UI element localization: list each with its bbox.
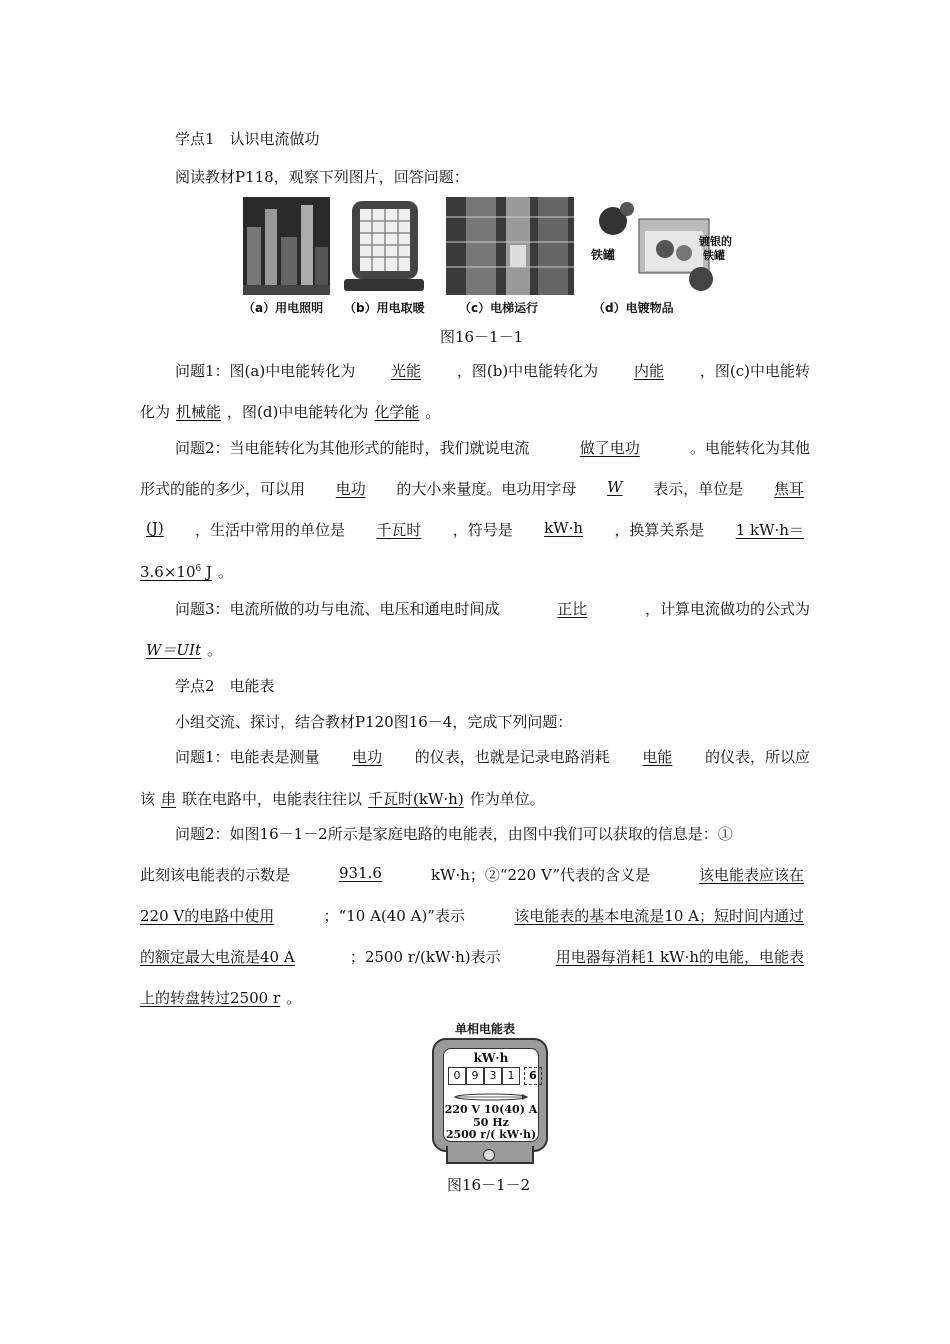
figure-16-1-1	[243, 197, 733, 315]
answer-current: 该电能表的基本电流是10 A；短时间内通过	[514, 907, 804, 925]
meter-terminal-box	[446, 1146, 534, 1164]
answer-mechanical: 机械能	[176, 403, 222, 421]
caption-d: （d）电镀物品	[593, 301, 674, 315]
meter-frequency: 50 Hz	[473, 1116, 509, 1129]
section2-intro: 小组交流、探讨，结合教材P120图16－4，完成下列问题：	[175, 713, 573, 731]
s1-q2-line2: 形式的能的多少，可以用 电功 的大小来量度。电功用字母 W 表示，单位是 焦耳	[140, 478, 810, 499]
meter-rating: 220 V 10(40) A	[444, 1103, 538, 1116]
s1-q3-line1: 问题3：电流所做的功与电流、电压和通电时间成 正比 ，计算电流做功的公式为	[175, 600, 810, 618]
s2-q2-line5: 上的转盘转过2500 r 。	[140, 989, 302, 1007]
meter-digit: 9	[466, 1067, 484, 1085]
meter-title: 单相电能表	[455, 1022, 516, 1036]
energy-meter	[432, 1038, 548, 1152]
answer-formula: W＝UIt	[146, 641, 202, 659]
answer-measures-work: 电功	[352, 748, 383, 766]
answer-joule: 焦耳	[773, 480, 804, 498]
meter-digits	[448, 1067, 542, 1085]
section2-heading: 学点2 电能表	[175, 677, 275, 695]
meter-digit: 3	[484, 1067, 502, 1085]
answer-did-work: 做了电功	[579, 439, 640, 457]
answer-unit: 千瓦时(kW·h)	[368, 790, 464, 808]
meter-face	[443, 1048, 539, 1142]
answer-heat: 内能	[634, 362, 665, 380]
answer-electric-work: 电功	[335, 480, 366, 498]
s2-q2-line4: 的额定最大电流是40 A ；2500 r/(kW·h)表示 用电器每消耗1 kW·h的电能，电能表	[140, 946, 810, 967]
s2-q1-line2: 该 串 联在电路中，电能表往往以 千瓦时(kW·h) 作为单位。	[140, 790, 545, 808]
s2-q2-line3: 220 V的电路中使用 ；“10 A(40 A)”表示 该电能表的基本电流是10 A；短时间内通过	[140, 905, 810, 926]
meter-digit: 0	[448, 1067, 466, 1085]
label-plated-can-2: 铁罐	[703, 249, 725, 262]
s1-q2-line1: 问题2：当电能转化为其他形式的能时，我们就说电流 做了电功 。电能转化为其他	[175, 439, 810, 457]
meter-unit: kW·h	[473, 1051, 509, 1065]
answer-symbol: W	[607, 478, 623, 496]
answer-kwh-symbol: kW·h	[544, 519, 584, 537]
answer-conversion: 1 kW·h＝	[735, 521, 804, 539]
answer-energy: 电能	[642, 748, 673, 766]
figure-caption-2: 图16－1－2	[447, 1176, 531, 1194]
s1-q1-line1: 问题1：图(a)中电能转化为 光能 ，图(b)中电能转化为 内能 ，图(c)中电能转	[175, 362, 810, 380]
screw-icon	[483, 1149, 495, 1161]
elevator-photo	[446, 197, 574, 295]
answer-series: 串	[161, 790, 177, 808]
rotating-disc-icon	[452, 1093, 530, 1101]
answer-revs: 用电器每消耗1 kW·h的电能，电能表	[555, 948, 804, 966]
caption-a: （a）用电照明	[243, 301, 324, 315]
s1-q3-line2: W＝UIt 。	[140, 639, 810, 660]
s2-q2-line2: 此刻该电能表的示数是 931.6 kW·h；②“220 V”代表的含义是 该电能表应该在	[140, 864, 810, 885]
answer-chemical: 化学能	[374, 403, 420, 421]
s2-q1-line1: 问题1：电能表是测量 电功 的仪表，也就是记录电路消耗 电能 的仪表，所以应	[175, 748, 810, 766]
caption-c: （c）电梯运行	[459, 301, 539, 315]
answer-proportional: 正比	[557, 600, 588, 618]
electroplating-photo	[589, 197, 733, 295]
label-plated-can-1: 镀银的	[699, 235, 732, 248]
answer-reading: 931.6	[339, 864, 382, 882]
section1-intro: 阅读教材P118，观察下列图片，回答问题：	[175, 168, 469, 186]
caption-b: （b）用电取暖	[344, 301, 425, 315]
heater-photo	[344, 197, 424, 295]
s2-q2-line1: 问题2：如图16－1－2所示是家庭电路的电能表，由图中我们可以获取的信息是：①	[175, 825, 733, 843]
s1-q2-line4: $3.6\times 10^6$ J 。	[140, 563, 234, 581]
answer-kwh-name: 千瓦时	[376, 521, 422, 539]
label-iron-can: 铁罐	[591, 248, 616, 262]
section1-heading: 学点1 认识电流做功	[175, 130, 320, 148]
s1-q1-line2: 化为 机械能 ，图(d)中电能转化为 化学能 。	[140, 403, 441, 421]
figure-caption-1: 图16－1－1	[440, 328, 524, 346]
answer-220v: 该电能表应该在	[698, 866, 804, 884]
meter-revs: 2500 r/( kW·h)	[445, 1128, 537, 1141]
lighting-photo	[243, 197, 330, 295]
s1-q2-line3: (J) ，生活中常用的单位是 千瓦时 ，符号是 kW·h ，换算关系是 1 kW·h＝	[140, 519, 810, 540]
answer-light: 光能	[391, 362, 422, 380]
meter-digit-decimal: 6	[524, 1067, 542, 1085]
meter-digit: 1	[502, 1067, 520, 1085]
